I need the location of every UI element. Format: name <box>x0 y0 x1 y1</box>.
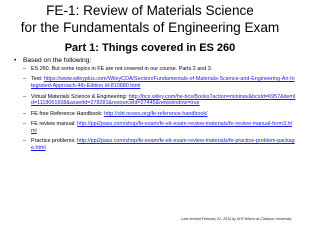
sub-item-label: Text: <box>31 76 44 83</box>
dash-icon: – <box>23 138 26 145</box>
sub-item-practice-problems <box>23 138 296 152</box>
slide-title <box>0 2 300 36</box>
sub-item-fe-review-manual <box>23 121 296 135</box>
bullet-item <box>14 57 296 152</box>
sub-list <box>23 66 296 152</box>
dash-icon: – <box>23 76 26 83</box>
sub-item-fe-handbook <box>23 111 296 118</box>
dash-icon: – <box>23 66 26 72</box>
revision-footer: Last revised February 22, 2014 by W.R.Wilcox at Clarkson University. <box>181 217 292 221</box>
dash-icon: – <box>23 110 26 117</box>
bullet-text: Based on the following: <box>23 57 92 64</box>
sub-item-virtual-mse <box>23 94 296 108</box>
sub-item-label: FE free Reference Handbook: <box>31 110 105 117</box>
dash-icon: – <box>23 121 26 127</box>
fe-handbook-link[interactable]: http://cbt.ncees.org/fe-reference-handbook/ <box>104 110 208 117</box>
sub-item-label: Virtual Materials Science & Engineering: <box>31 93 129 100</box>
sub-item-es260 <box>23 66 296 73</box>
content-list <box>14 57 296 155</box>
textbook-link[interactable]: https://www.wileyplus.com/WileyCDA/Section/Fundamentals-of-Materials-Science-and-Engineering-An-Integrated-Approach-4th-Edition.id-810680.html <box>31 76 295 90</box>
sub-item-label: Practice problems: <box>31 138 78 145</box>
dash-icon: – <box>23 93 26 100</box>
title-line-2: for the Fundamentals of Engineering Exam <box>20 20 280 35</box>
sub-item-label: FE review manual: <box>31 121 78 127</box>
practice-problems-link[interactable]: http://ppi2pass.com/shop/fe-exam/fe-eit-exam-review-materials/fe-practice-problem-package.html <box>31 138 295 152</box>
fe-review-manual-link[interactable]: http://ppi2pass.com/shop/fe-exam/fe-eit-exam-review-materials/fe-review-manual-ferm3.html <box>31 121 292 134</box>
virtual-mse-link[interactable]: http://bcs.wiley.com/he-bcs/Books?action=mininav&bcsId=6957&itemId=1118061608&assetId=278281&resourceId=27445&newwindow=true <box>31 93 296 107</box>
bullet-icon: • <box>14 57 17 64</box>
title-line-1: FE-1: Review of Materials Science <box>46 3 254 18</box>
sub-item-text-book <box>23 76 296 90</box>
sub-item-text: ES 260. But some topics in FE are not covered in our course. Parts 2 and 3. <box>31 66 213 72</box>
section-subtitle: Part 1: Things covered in ES 260 <box>64 42 236 54</box>
